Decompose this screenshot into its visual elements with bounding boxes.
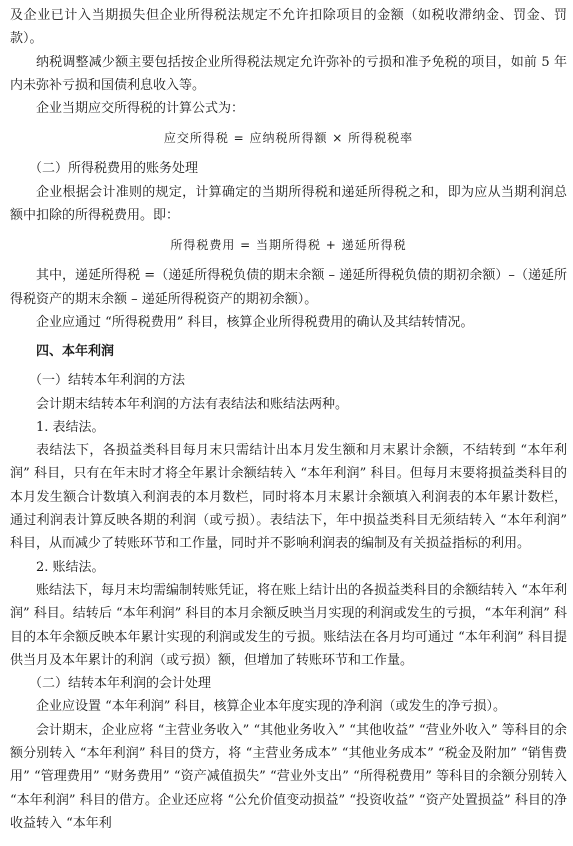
paragraph: 其中，递延所得税 =（递延所得税负债的期末余额 – 递延所得税负债的期初余额）–（递延所得税资产的期末余额 – 递延所得税资产的期初余额）。	[10, 268, 567, 307]
paragraph: 企业根据会计准则的规定，计算确定的当期所得税和递延所得税之和，即为应从当期利润总额中扣除的所得税费用。即：	[10, 184, 567, 224]
formula: 应交所得税 = 应纳税所得额 × 所得税税率	[163, 131, 414, 146]
list-item: 2. 账结法。	[36, 559, 105, 575]
paragraph: 企业应设置 “本年利润” 科目，核算企业本年度实现的净利润（或发生的净亏损）。	[36, 699, 507, 715]
paragraph: 企业当期应交所得税的计算公式为：	[36, 101, 245, 117]
paragraph: 表结法下，各损益类科目每月末只需结计出本月发生额和月末累计余额，不结转到 “本年利润” 科目，只有在年末时才将全年累计余额结转入 “本年利润” 科目。但每月末要将损益类科目的本月发生额合计数填入利润表的本月数栏，同时将本月末累计余额填入利润表的本年累计数栏，通过利润表计算反映各期的利润（或亏损）。表结法下，年中损益类科目无须结转入 “本年利润” 科目，从而减少了转账环节和工作量，同时并不影响利润表的编制及有关损益指标的利用。	[10, 443, 567, 552]
paragraph: 账结法下，每月末均需编制转账凭证，将在账上结计出的各损益类科目的余额结转入 “本年利润” 科目。结转后 “本年利润” 科目的本月余额反映当月实现的利润或发生的亏损，“本年利润” 科目的本年余额反映本年累计实现的利润或发生的亏损。账结法在各月均可通过 “本年利润” 科目提供当月及本年累计的利润（或亏损）额，但增加了转账环节和工作量。	[10, 582, 567, 668]
subsection-heading: （一）结转本年利润的方法	[29, 373, 186, 389]
paragraph: 纳税调整减少额主要包括按企业所得税法规定允许弥补的亏损和准予免税的项目，如前 5 年内未弥补亏损和国债利息收入等。	[10, 54, 567, 93]
section-heading: 四、本年利润	[36, 344, 115, 360]
paragraph: 企业应通过 “所得税费用” 科目，核算企业所得税费用的确认及其结转情况。	[36, 314, 474, 330]
subsection-heading: （二）结转本年利润的会计处理	[29, 676, 212, 692]
paragraph: 会计期末，企业应将 “主营业务收入” “其他业务收入” “其他收益” “营业外收入” 等科目的余额分别转入 “本年利润” 科目的贷方，将 “主营业务成本” “其他业务成本” “税金及附加” “销售费用” “管理费用” “财务费用” “资产减值损失” “营业外支出” “所得税费用” 等科目的余额分别转入 “本年利润” 科目的借方。企业还应将 “公允价值变动损益” “投资收益” “资产处置损益” 科目的净收益转入 “本年利	[10, 722, 567, 831]
formula: 所得税费用 = 当期所得税 + 递延所得税	[170, 238, 407, 253]
subsection-heading: （二）所得税费用的账务处理	[29, 161, 199, 177]
paragraph: 会计期末结转本年利润的方法有表结法和账结法两种。	[36, 396, 349, 412]
list-item: 1. 表结法。	[36, 419, 105, 435]
paragraph: 及企业已计入当期损失但企业所得税法规定不允许扣除项目的金额（如税收滞纳金、罚金、罚款）。	[10, 8, 567, 47]
